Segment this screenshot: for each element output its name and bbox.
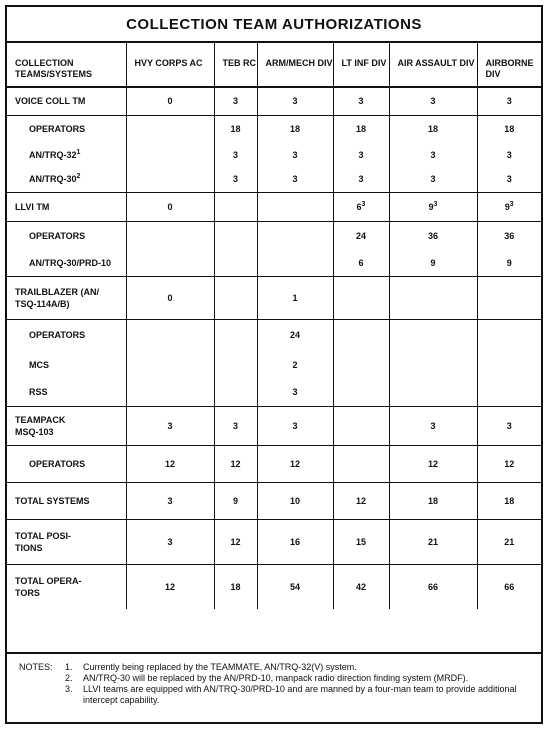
table-cell xyxy=(389,250,477,276)
cell-value: 0 xyxy=(167,96,173,107)
cell-value: 3 xyxy=(430,174,436,185)
table-cell xyxy=(389,445,477,482)
table-cell xyxy=(477,445,541,482)
row-label-text: AN/TRQ-32 xyxy=(29,149,77,160)
cell-value: 12 xyxy=(230,458,241,469)
cell-value: 9 xyxy=(504,201,510,212)
cell-value: 36 xyxy=(504,230,515,241)
row-label-text-line2: MSQ-103 xyxy=(15,426,54,437)
row-label-text: TOTAL SYSTEMS xyxy=(15,495,90,506)
table-cell xyxy=(126,221,214,250)
table-cell xyxy=(333,167,389,192)
column-header: ARM/MECH DIV xyxy=(257,43,333,87)
table-cell xyxy=(333,192,389,221)
table-row xyxy=(7,482,541,519)
table-cell xyxy=(126,115,214,142)
table-cell xyxy=(214,445,257,482)
table-header-row xyxy=(7,43,541,87)
table-row xyxy=(7,87,541,115)
column-header: HVY CORPS AC xyxy=(126,43,214,87)
cell-value: 2 xyxy=(292,360,298,370)
cell-value: 3 xyxy=(292,420,298,431)
table-cell xyxy=(214,351,257,379)
note-item xyxy=(19,684,531,706)
table-cell xyxy=(477,564,541,609)
table-cell xyxy=(214,319,257,351)
table-cell xyxy=(333,319,389,351)
cell-value: 18 xyxy=(504,123,515,134)
cell-value: 12 xyxy=(355,495,366,506)
table-cell xyxy=(477,87,541,115)
row-label-text: OPERATORS xyxy=(29,230,86,241)
table-cell xyxy=(126,406,214,445)
row-label-text-line2: TIONS xyxy=(15,542,43,553)
footnote-marker: 3 xyxy=(509,200,514,208)
cell-value: 10 xyxy=(289,495,300,506)
row-label xyxy=(7,406,126,445)
cell-value: 18 xyxy=(289,123,300,134)
table-cell xyxy=(477,406,541,445)
note-indent xyxy=(19,684,65,706)
row-label xyxy=(7,250,126,276)
table-cell xyxy=(389,221,477,250)
row-label-text: TOTAL OPERA- xyxy=(15,575,82,586)
table-cell xyxy=(477,351,541,379)
table-cell xyxy=(333,142,389,167)
cell-value: 18 xyxy=(427,495,438,506)
table-cell xyxy=(214,406,257,445)
table-cell xyxy=(333,406,389,445)
table-row xyxy=(7,192,541,221)
table-cell xyxy=(126,142,214,167)
row-label-text: AN/TRQ-30 xyxy=(29,174,77,185)
cell-value: 18 xyxy=(230,123,241,134)
row-label-text: MCS xyxy=(29,360,49,370)
cell-value: 9 xyxy=(430,257,436,268)
cell-value: 6 xyxy=(358,257,364,268)
table-cell xyxy=(389,167,477,192)
cell-value: 6 xyxy=(356,201,362,212)
row-label xyxy=(7,564,126,609)
table-cell xyxy=(214,250,257,276)
note-item xyxy=(19,673,531,684)
table-cell xyxy=(477,192,541,221)
cell-value: 3 xyxy=(292,96,298,107)
note-item xyxy=(19,662,531,673)
table-cell xyxy=(333,351,389,379)
cell-value: 66 xyxy=(504,581,515,592)
cell-value: 3 xyxy=(232,96,238,107)
table-cell xyxy=(126,319,214,351)
table-row xyxy=(7,276,541,319)
cell-value: 3 xyxy=(292,174,298,185)
row-label-text: OPERATORS xyxy=(29,123,86,134)
table-row xyxy=(7,351,541,379)
row-label xyxy=(7,319,126,351)
cell-value: 21 xyxy=(504,536,515,547)
cell-value: 42 xyxy=(355,581,366,592)
table-cell xyxy=(477,115,541,142)
table-cell xyxy=(126,167,214,192)
row-label xyxy=(7,192,126,221)
footnote-marker: 1 xyxy=(76,148,81,156)
table-cell xyxy=(333,276,389,319)
table-cell xyxy=(126,276,214,319)
table-cell xyxy=(477,319,541,351)
table-body xyxy=(7,87,541,609)
row-label-text: VOICE COLL TM xyxy=(15,96,86,107)
table-cell xyxy=(126,250,214,276)
table-cell xyxy=(257,319,333,351)
column-header: LT INF DIV xyxy=(333,43,389,87)
table-cell xyxy=(126,192,214,221)
table-cell xyxy=(257,379,333,406)
table-cell xyxy=(214,167,257,192)
cell-value: 15 xyxy=(355,536,366,547)
note-text: LLVI teams are equipped with AN/TRQ-30/PRD-10 and are manned by a four-man team to provide additional intercept capability. xyxy=(83,684,517,705)
row-label xyxy=(7,482,126,519)
table-cell xyxy=(333,482,389,519)
authorization-table xyxy=(7,43,541,609)
cell-value: 9 xyxy=(232,495,238,506)
table-cell xyxy=(214,221,257,250)
note-number: 3. xyxy=(65,684,73,694)
table-row xyxy=(7,445,541,482)
column-header: AIR ASSAULT DIV xyxy=(389,43,477,87)
table-row xyxy=(7,250,541,276)
cell-value: 16 xyxy=(289,536,300,547)
table-row xyxy=(7,564,541,609)
table-row xyxy=(7,319,541,351)
table-cell xyxy=(257,221,333,250)
table-cell xyxy=(333,519,389,564)
note-indent xyxy=(19,673,65,684)
cell-value: 3 xyxy=(292,149,298,160)
table-cell xyxy=(257,351,333,379)
table-cell xyxy=(257,192,333,221)
table-row xyxy=(7,167,541,192)
table-cell xyxy=(126,445,214,482)
table-cell xyxy=(477,142,541,167)
table-row xyxy=(7,379,541,406)
table-cell xyxy=(214,379,257,406)
note-number: 2. xyxy=(65,673,73,683)
table-cell xyxy=(389,276,477,319)
table-cell xyxy=(389,564,477,609)
cell-value: 9 xyxy=(506,257,512,268)
cell-value: 12 xyxy=(504,458,515,469)
cell-value: 3 xyxy=(430,149,436,160)
table-cell xyxy=(257,115,333,142)
table-row xyxy=(7,221,541,250)
table-cell xyxy=(333,87,389,115)
table-cell xyxy=(333,564,389,609)
table-cell xyxy=(389,115,477,142)
footnote-marker: 3 xyxy=(433,200,438,208)
cell-value: 3 xyxy=(167,495,173,506)
table-cell xyxy=(389,519,477,564)
table-cell xyxy=(389,351,477,379)
row-label-text: LLVI TM xyxy=(15,201,50,212)
table-cell xyxy=(477,519,541,564)
cell-value: 3 xyxy=(167,536,173,547)
table-cell xyxy=(257,87,333,115)
table-row xyxy=(7,142,541,167)
row-label xyxy=(7,445,126,482)
table-cell xyxy=(389,406,477,445)
table-cell xyxy=(214,115,257,142)
table-row xyxy=(7,115,541,142)
cell-value: 3 xyxy=(430,420,436,431)
row-label-text-line2: TSQ-114A/B) xyxy=(15,298,70,309)
document-title: COLLECTION TEAM AUTHORIZATIONS xyxy=(7,7,541,43)
cell-value: 3 xyxy=(358,96,364,107)
table-cell xyxy=(126,351,214,379)
cell-value: 18 xyxy=(355,123,366,134)
cell-value: 21 xyxy=(427,536,438,547)
cell-value: 1 xyxy=(292,292,298,303)
table-cell xyxy=(333,445,389,482)
cell-value: 12 xyxy=(289,458,300,469)
row-label-text: TRAILBLAZER (AN/ xyxy=(15,286,99,297)
footnote-marker: 3 xyxy=(361,200,366,208)
table-cell xyxy=(333,250,389,276)
table-cell xyxy=(477,379,541,406)
table-cell xyxy=(214,564,257,609)
table-cell xyxy=(389,142,477,167)
row-label-text: TOTAL POSI- xyxy=(15,530,72,541)
table-cell xyxy=(477,167,541,192)
cell-value: 66 xyxy=(427,581,438,592)
table-cell xyxy=(389,482,477,519)
cell-value: 3 xyxy=(358,174,364,185)
row-label xyxy=(7,87,126,115)
table-cell xyxy=(214,276,257,319)
table-cell xyxy=(389,379,477,406)
cell-value: 3 xyxy=(232,420,238,431)
table-cell xyxy=(389,319,477,351)
table-cell xyxy=(126,519,214,564)
table-row xyxy=(7,519,541,564)
cell-value: 12 xyxy=(427,458,438,469)
table-cell xyxy=(333,221,389,250)
table-cell xyxy=(214,482,257,519)
cell-value: 18 xyxy=(504,495,515,506)
authorization-document xyxy=(5,5,543,724)
cell-value: 3 xyxy=(292,387,298,398)
table-cell xyxy=(477,250,541,276)
row-label xyxy=(7,142,126,167)
table-cell xyxy=(257,406,333,445)
cell-value: 0 xyxy=(167,292,173,303)
cell-value: 3 xyxy=(506,149,512,160)
table-cell xyxy=(257,142,333,167)
row-label xyxy=(7,115,126,142)
table-cell xyxy=(257,445,333,482)
table-cell xyxy=(333,379,389,406)
row-label xyxy=(7,351,126,379)
cell-value: 9 xyxy=(428,201,434,212)
table-cell xyxy=(477,221,541,250)
table-row xyxy=(7,406,541,445)
cell-value: 24 xyxy=(289,330,300,341)
table-cell xyxy=(214,192,257,221)
cell-value: 3 xyxy=(232,174,238,185)
notes-heading: NOTES: xyxy=(19,662,53,672)
cell-value: 3 xyxy=(506,420,512,431)
table-cell xyxy=(257,250,333,276)
cell-value: 3 xyxy=(232,149,238,160)
row-label-text: OPERATORS xyxy=(29,458,86,469)
table-cell xyxy=(477,276,541,319)
row-label-text: OPERATORS xyxy=(29,330,86,341)
note-text: Currently being replaced by the TEAMMATE, AN/TRQ-32(V) system. xyxy=(83,662,357,672)
row-label xyxy=(7,379,126,406)
table-cell xyxy=(126,87,214,115)
cell-value: 3 xyxy=(506,96,512,107)
cell-value: 3 xyxy=(430,96,436,107)
row-label-text: AN/TRQ-30/PRD-10 xyxy=(29,257,112,268)
cell-value: 12 xyxy=(164,458,175,469)
table-cell xyxy=(333,115,389,142)
note-number: 1. xyxy=(65,662,73,672)
row-label xyxy=(7,276,126,319)
table-cell xyxy=(257,482,333,519)
table-cell xyxy=(257,276,333,319)
column-header: TEB RC xyxy=(214,43,257,87)
cell-value: 3 xyxy=(506,174,512,185)
row-label xyxy=(7,221,126,250)
cell-value: 54 xyxy=(289,581,300,592)
table-cell xyxy=(214,519,257,564)
table-cell xyxy=(126,564,214,609)
note-text: AN/TRQ-30 will be replaced by the AN/PRD-10, manpack radio direction finding system (MRDF). xyxy=(83,673,469,683)
cell-value: 3 xyxy=(167,420,173,431)
column-header: AIRBORNE DIV xyxy=(477,43,541,87)
cell-value: 18 xyxy=(427,123,438,134)
table-cell xyxy=(257,519,333,564)
row-label xyxy=(7,519,126,564)
row-label-text: TEAMPACK xyxy=(15,414,66,425)
column-header: COLLECTION TEAMS/SYSTEMS xyxy=(7,43,126,87)
cell-value: 12 xyxy=(230,536,241,547)
table-cell xyxy=(389,87,477,115)
notes-section xyxy=(7,652,541,722)
cell-value: 0 xyxy=(167,201,173,212)
row-label-text-line2: TORS xyxy=(15,587,40,598)
table-cell xyxy=(126,482,214,519)
cell-value: 3 xyxy=(358,149,364,160)
cell-value: 12 xyxy=(164,581,175,592)
row-label xyxy=(7,167,126,192)
cell-value: 18 xyxy=(230,581,241,592)
cell-value: 36 xyxy=(427,230,438,241)
table-cell xyxy=(214,87,257,115)
table-cell xyxy=(257,167,333,192)
cell-value: 24 xyxy=(355,230,366,241)
table-cell xyxy=(477,482,541,519)
table-cell xyxy=(257,564,333,609)
table-cell xyxy=(389,192,477,221)
table-cell xyxy=(126,379,214,406)
footnote-marker: 2 xyxy=(76,173,81,181)
table-cell xyxy=(214,142,257,167)
row-label-text: RSS xyxy=(29,387,48,398)
